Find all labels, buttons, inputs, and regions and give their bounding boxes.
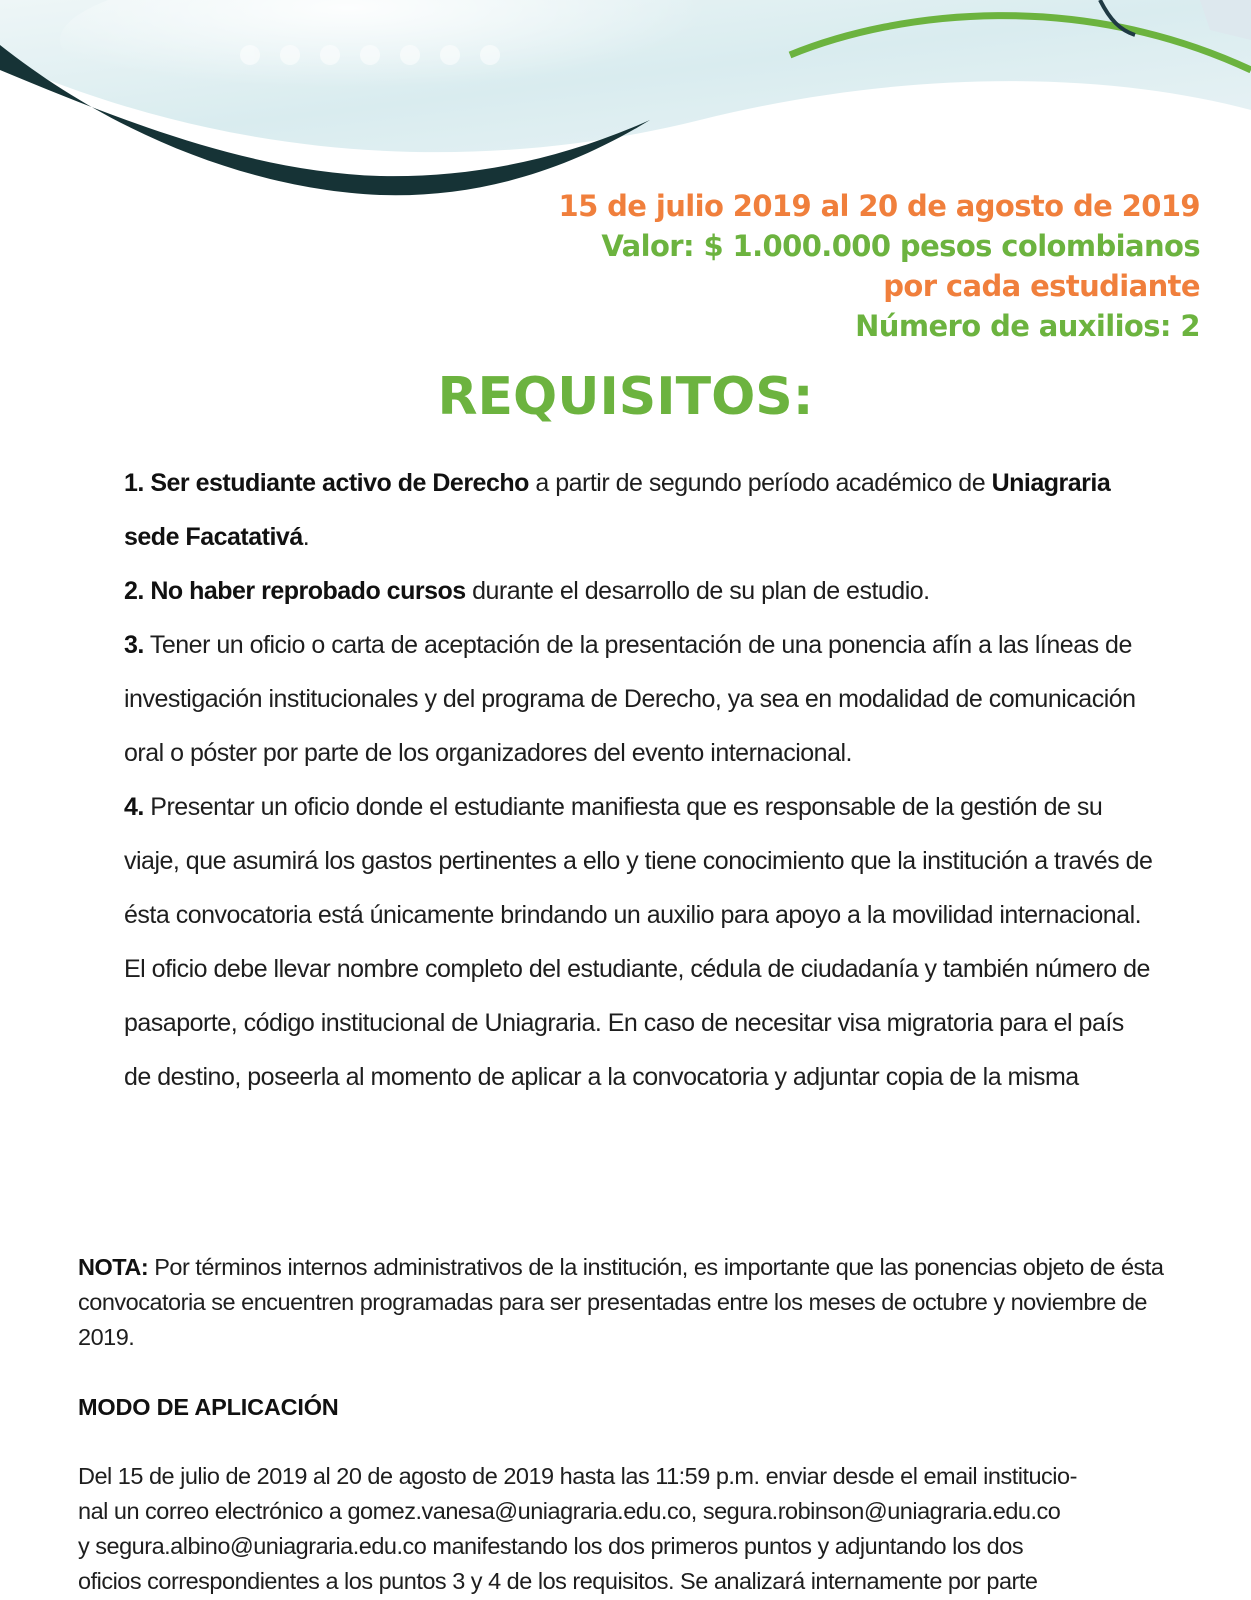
requirement-bold: Ser estudiante activo de Derecho — [150, 469, 529, 497]
requirement-number: 4. — [124, 793, 144, 821]
requirement-number: 2. — [124, 577, 144, 605]
requirement-text: a partir de segundo período académico de — [528, 469, 992, 497]
modo-aplicacion-heading: MODO DE APLICACIÓN — [78, 1394, 339, 1420]
numero-auxilios: Número de auxilios: 2 — [855, 309, 1200, 343]
header-banner-graphic — [0, 0, 1251, 205]
modo-aplicacion-body — [78, 1459, 1178, 1599]
nota-label: NOTA: — [78, 1254, 149, 1280]
nota-text: Por términos internos administrativos de la institución, es importante que las ponencias objeto de ésta convocatoria se encuentren programadas para ser presentadas entre los meses de octubre y noviembre de 2019. — [78, 1254, 1164, 1350]
requirement-item-4 — [124, 780, 1154, 1104]
requirement-bold: No haber reprobado cursos — [150, 577, 466, 605]
requirement-text: Tener un oficio o carta de aceptación de la presentación de una ponencia afín a las líneas de investigación institucionales y del programa de Derecho, ya sea en modalidad de comunicación oral o póster por parte de los organizadores del evento internacional. — [124, 631, 1136, 767]
modo-line: y segura.albino@uniagraria.edu.co manifestando los dos primeros puntos y adjuntando los dos — [78, 1533, 1024, 1559]
modo-line: Del 15 de julio de 2019 al 20 de agosto de 2019 hasta las 11:59 p.m. enviar desde el email institucio- — [78, 1463, 1077, 1489]
requirement-text: Presentar un oficio donde el estudiante manifiesta que es responsable de la gestión de su viaje, que asumirá los gastos pertinentes a ello y tiene conocimiento que la institución a través de ésta convocatoria está únicamente brindando un auxilio para apoyo a la movilidad internacional. El oficio debe llevar nombre completo del estudiante, cédula de ciudadanía y también número de pasaporte, código institucional de Uniagraria. En caso de necesitar visa migratoria para el país de destino, poseerla al momento de aplicar a la convocatoria y adjuntar copia de la misma — [124, 793, 1153, 1091]
requirements-list — [124, 456, 1154, 1104]
requirement-item-2 — [124, 564, 1154, 618]
por-cada-line: por cada estudiante — [883, 269, 1200, 303]
requirement-number: 3. — [124, 631, 144, 659]
requirement-bold: Uniagraria sede Facatativá — [124, 469, 1111, 551]
modo-line: nal un correo electrónico a gomez.vanesa@uniagraria.edu.co, segura.robinson@uniagraria.edu.co — [78, 1498, 1061, 1524]
header-banner — [0, 0, 1251, 205]
date-range: 15 de julio 2019 al 20 de agosto de 2019 — [558, 189, 1200, 223]
requisitos-heading: REQUISITOS: — [437, 367, 814, 427]
valor-line: Valor: $ 1.000.000 pesos colombianos — [601, 229, 1200, 263]
requirement-item-1 — [124, 456, 1154, 564]
requirement-item-3 — [124, 618, 1154, 780]
modo-line: oficios correspondientes a los puntos 3 y 4 de los requisitos. Se analizará internamente por parte — [78, 1568, 1038, 1594]
requirement-number: 1. — [124, 469, 144, 497]
nota-paragraph — [78, 1250, 1168, 1355]
requirement-text: . — [302, 523, 310, 551]
requirement-text: durante el desarrollo de su plan de estudio. — [465, 577, 930, 605]
info-block — [440, 186, 1200, 346]
